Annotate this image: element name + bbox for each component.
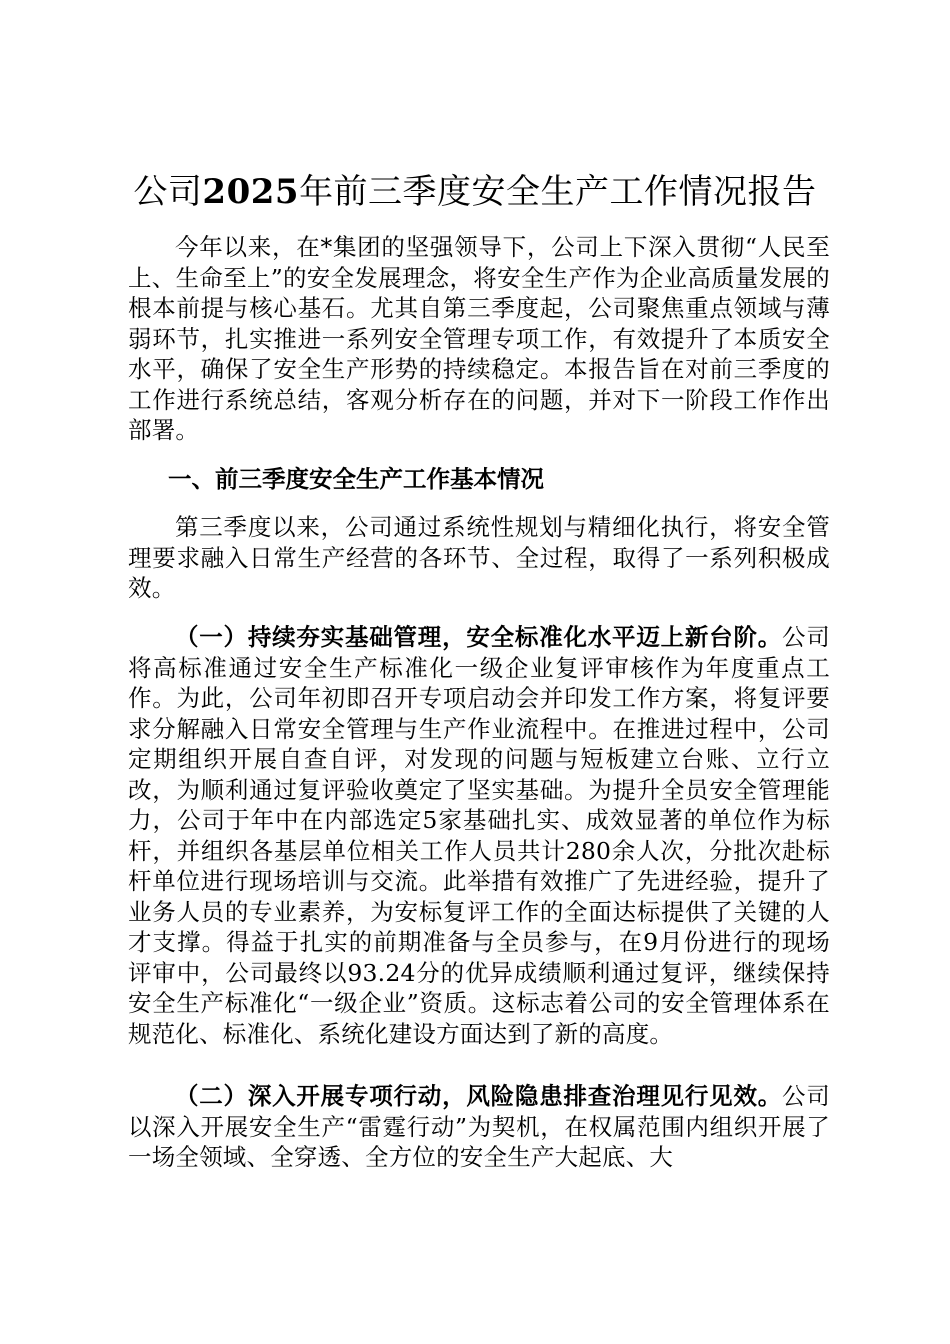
item2-block	[128, 1081, 830, 1173]
title-suffix: 年前三季度安全生产工作情况报告	[299, 172, 817, 212]
item2-lead: （二）深入开展专项行动，风险隐患排查治理见行见效。	[175, 1082, 783, 1110]
item2-body: 公司以深入开展安全生产“雷霆行动”为契机，在权属范围内组织开展了一场全领域、全穿透、全方位的安全生产大起底、大	[128, 1082, 830, 1171]
document-title	[0, 170, 950, 214]
intro-paragraph: 今年以来，在*集团的坚强领导下，公司上下深入贯彻“人民至上、生命至上”的安全发展理念，将安全生产作为企业高质量发展的根本前提与核心基石。尤其自第三季度起，公司聚焦重点领域与薄弱环节，扎实推进一系列安全管理专项工作，有效提升了本质安全水平，确保了安全生产形势的持续稳定。本报告旨在对前三季度的工作进行系统总结，客观分析存在的问题，并对下一阶段工作作出部署。	[128, 233, 830, 444]
item1-body: 公司将高标准通过安全生产标准化一级企业复评审核作为年度重点工作。为此，公司年初即召开专项启动会并印发工作方案，将复评要求分解融入日常安全管理与生产作业流程中。在推进过程中，公司定期组织开展自查自评，对发现的问题与短板建立台账、立行立改，为顺利通过复评验收奠定了坚实基础。为提升全员安全管理能力，公司于年中在内部选定5家基础扎实、成效显著的单位作为标杆，并组织各基层单位相关工作人员共计280余人次，分批次赴标杆单位进行现场培训与交流。此举措有效推广了先进经验，提升了业务人员的专业素养，为安标复评工作的全面达标提供了关键的人才支撑。得益于扎实的前期准备与全员参与，在9月份进行的现场评审中，公司最终以93.24分的优异成绩顺利通过复评，继续保持安全生产标准化“一级企业”资质。这标志着公司的安全管理体系在规范化、标准化、系统化建设方面达到了新的高度。	[128, 623, 830, 1048]
item1-block	[128, 622, 830, 1049]
item2-paragraph	[128, 1081, 830, 1173]
item1-lead: （一）持续夯实基础管理，安全标准化水平迈上新台阶。	[175, 623, 783, 651]
section1-heading: 一、前三季度安全生产工作基本情况	[168, 465, 544, 493]
section1-heading-block	[128, 464, 830, 495]
title-prefix: 公司	[133, 172, 203, 212]
item1-paragraph	[128, 622, 830, 1049]
section1-paragraph: 第三季度以来，公司通过系统性规划与精细化执行，将安全管理要求融入日常生产经营的各环节、全过程，取得了一系列积极成效。	[128, 513, 830, 602]
intro-block	[128, 232, 830, 446]
title-year: 2025	[202, 172, 300, 212]
section1-block	[128, 512, 830, 604]
